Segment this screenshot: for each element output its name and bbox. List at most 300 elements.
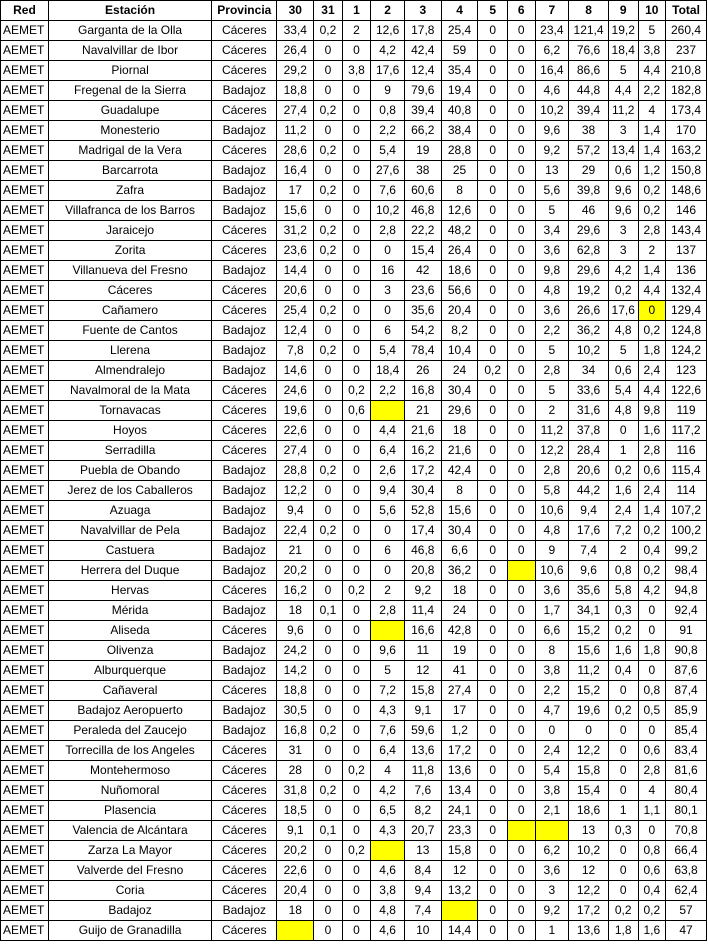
table-cell: Badajoz xyxy=(212,81,277,101)
table-cell: 136 xyxy=(666,261,707,281)
table-cell: 17,6 xyxy=(569,521,609,541)
table-cell: Guijo de Granadilla xyxy=(48,921,211,941)
table-cell: 11,2 xyxy=(608,101,638,121)
table-cell: 4,8 xyxy=(535,521,569,541)
table-cell xyxy=(371,401,405,421)
table-row xyxy=(1,301,707,321)
table-cell: 0,2 xyxy=(314,301,343,321)
table-cell: 12,2 xyxy=(569,881,609,901)
table-cell: Llerena xyxy=(48,341,211,361)
table-cell: 0 xyxy=(478,301,508,321)
table-cell: 0 xyxy=(638,721,666,741)
table-cell: 6,4 xyxy=(371,441,405,461)
table-cell: 0 xyxy=(342,881,371,901)
table-cell: 0 xyxy=(507,741,535,761)
table-cell: 0 xyxy=(314,61,343,81)
table-cell: 13,6 xyxy=(441,761,478,781)
table-cell: 0 xyxy=(507,381,535,401)
table-cell: 26,4 xyxy=(277,41,314,61)
table-cell: 11,8 xyxy=(404,761,441,781)
table-cell: 33,4 xyxy=(277,21,314,41)
table-cell: AEMET xyxy=(1,561,49,581)
table-cell: 0 xyxy=(342,281,371,301)
table-cell: 0 xyxy=(342,741,371,761)
table-cell: AEMET xyxy=(1,361,49,381)
column-header: 7 xyxy=(535,1,569,21)
table-row xyxy=(1,121,707,141)
table-cell: 9,8 xyxy=(535,261,569,281)
table-cell: 18 xyxy=(277,901,314,921)
table-cell: AEMET xyxy=(1,861,49,881)
table-cell: 13 xyxy=(404,841,441,861)
table-cell: 0 xyxy=(342,121,371,141)
table-cell: 122,6 xyxy=(666,381,707,401)
table-cell: Navalvillar de Pela xyxy=(48,521,211,541)
table-cell: 41 xyxy=(441,661,478,681)
table-cell: 0 xyxy=(314,641,343,661)
table-cell: 0,2 xyxy=(342,761,371,781)
table-cell: 2,4 xyxy=(638,361,666,381)
table-cell: Badajoz xyxy=(212,561,277,581)
table-cell: 0 xyxy=(478,701,508,721)
table-cell: 0,5 xyxy=(638,701,666,721)
table-cell: 0 xyxy=(371,241,405,261)
table-cell: 0,2 xyxy=(314,101,343,121)
table-cell: 15,6 xyxy=(441,501,478,521)
table-cell: 17,2 xyxy=(441,741,478,761)
table-cell: AEMET xyxy=(1,801,49,821)
table-cell: 0 xyxy=(342,521,371,541)
table-cell: 15,8 xyxy=(569,761,609,781)
table-cell: 9,6 xyxy=(569,561,609,581)
table-cell: 0 xyxy=(314,41,343,61)
table-cell: 35,6 xyxy=(569,581,609,601)
table-cell: 11,2 xyxy=(277,121,314,141)
table-cell: Badajoz xyxy=(212,721,277,741)
table-cell: 38 xyxy=(404,161,441,181)
table-cell: 0 xyxy=(507,641,535,661)
table-cell: 44,8 xyxy=(569,81,609,101)
table-cell: 0 xyxy=(314,581,343,601)
table-cell: Cáceres xyxy=(212,401,277,421)
table-cell: Badajoz xyxy=(212,521,277,541)
table-cell: 132,4 xyxy=(666,281,707,301)
table-cell: AEMET xyxy=(1,641,49,661)
table-cell: 8 xyxy=(441,181,478,201)
table-cell: 3 xyxy=(535,881,569,901)
table-cell: 11 xyxy=(404,641,441,661)
table-cell: 5 xyxy=(535,201,569,221)
table-cell: AEMET xyxy=(1,921,49,941)
table-cell: 4,4 xyxy=(638,61,666,81)
table-cell: 5 xyxy=(371,661,405,681)
table-cell: 0 xyxy=(314,361,343,381)
table-row xyxy=(1,581,707,601)
table-cell: 3,8 xyxy=(638,41,666,61)
table-cell: 0,2 xyxy=(478,361,508,381)
table-row xyxy=(1,181,707,201)
table-cell: 0 xyxy=(507,801,535,821)
table-cell: 0 xyxy=(507,81,535,101)
table-cell: Cáceres xyxy=(212,801,277,821)
table-cell: 115,4 xyxy=(666,461,707,481)
table-cell: 9,6 xyxy=(277,621,314,641)
table-cell: 16,2 xyxy=(404,441,441,461)
table-cell: AEMET xyxy=(1,821,49,841)
table-cell: 17 xyxy=(441,701,478,721)
table-cell: 0 xyxy=(371,521,405,541)
table-cell: 0 xyxy=(507,101,535,121)
table-cell: Cáceres xyxy=(212,761,277,781)
table-cell: 0 xyxy=(314,861,343,881)
table-cell: 11,2 xyxy=(535,421,569,441)
table-row xyxy=(1,61,707,81)
table-cell: 16,2 xyxy=(277,581,314,601)
table-cell: 1,2 xyxy=(638,161,666,181)
table-cell xyxy=(441,901,478,921)
table-cell: 27,4 xyxy=(277,441,314,461)
table-cell: 0 xyxy=(507,261,535,281)
table-cell: AEMET xyxy=(1,681,49,701)
header-row xyxy=(1,1,707,21)
table-cell: Cáceres xyxy=(212,841,277,861)
table-cell: 0 xyxy=(478,441,508,461)
table-cell: 0,2 xyxy=(638,321,666,341)
table-cell: 107,2 xyxy=(666,501,707,521)
table-cell: 30,4 xyxy=(441,521,478,541)
table-cell: 19,2 xyxy=(608,21,638,41)
table-cell: Badajoz xyxy=(212,501,277,521)
column-header: 5 xyxy=(478,1,508,21)
table-cell: 0 xyxy=(314,401,343,421)
table-cell: Piornal xyxy=(48,61,211,81)
table-cell: 30,5 xyxy=(277,701,314,721)
table-cell: 0 xyxy=(507,321,535,341)
table-cell: 0 xyxy=(507,881,535,901)
table-cell: 163,2 xyxy=(666,141,707,161)
table-cell: 3,6 xyxy=(535,241,569,261)
table-cell: 1,8 xyxy=(638,341,666,361)
table-cell: 0 xyxy=(342,501,371,521)
table-cell: 6 xyxy=(371,541,405,561)
table-cell: 19 xyxy=(441,641,478,661)
table-cell: 3,8 xyxy=(535,661,569,681)
table-cell: 30,4 xyxy=(404,481,441,501)
column-header: 3 xyxy=(404,1,441,21)
table-cell: 0 xyxy=(507,541,535,561)
table-cell: 18,5 xyxy=(277,801,314,821)
table-cell: Monesterio xyxy=(48,121,211,141)
table-cell: 0 xyxy=(314,541,343,561)
table-cell: 12,2 xyxy=(535,441,569,461)
table-cell: 0,2 xyxy=(314,141,343,161)
table-cell: 9,2 xyxy=(535,901,569,921)
table-cell: 12 xyxy=(441,861,478,881)
table-cell: AEMET xyxy=(1,741,49,761)
table-cell: 11,2 xyxy=(569,661,609,681)
table-cell: 4,3 xyxy=(371,821,405,841)
table-cell: 80,1 xyxy=(666,801,707,821)
table-cell: 0 xyxy=(342,721,371,741)
table-cell: 27,4 xyxy=(441,681,478,701)
table-cell: AEMET xyxy=(1,101,49,121)
table-cell: 24 xyxy=(441,361,478,381)
table-cell: 4,8 xyxy=(608,401,638,421)
table-cell: Zafra xyxy=(48,181,211,201)
table-cell: 31,2 xyxy=(277,221,314,241)
table-cell: AEMET xyxy=(1,121,49,141)
table-cell: 0 xyxy=(342,541,371,561)
table-cell: 13,4 xyxy=(608,141,638,161)
table-cell: AEMET xyxy=(1,301,49,321)
table-cell: 3,8 xyxy=(342,61,371,81)
table-cell: 0 xyxy=(478,121,508,141)
table-cell: 23,3 xyxy=(441,821,478,841)
table-row xyxy=(1,921,707,941)
table-cell: 85,4 xyxy=(666,721,707,741)
table-cell: 1,6 xyxy=(638,921,666,941)
table-cell: 7,4 xyxy=(404,901,441,921)
table-cell: 4,8 xyxy=(608,321,638,341)
table-row xyxy=(1,881,707,901)
table-cell: 39,8 xyxy=(569,181,609,201)
table-cell: 36,2 xyxy=(569,321,609,341)
table-cell: 0 xyxy=(342,481,371,501)
table-cell: 1,4 xyxy=(638,141,666,161)
column-header: Red xyxy=(1,1,49,21)
table-cell: 34 xyxy=(569,361,609,381)
table-cell: 0,2 xyxy=(314,721,343,741)
table-cell: 8 xyxy=(441,481,478,501)
table-cell: 4,2 xyxy=(608,261,638,281)
table-cell: 0 xyxy=(314,561,343,581)
table-cell: AEMET xyxy=(1,841,49,861)
table-cell: 0 xyxy=(478,721,508,741)
table-cell: 9,1 xyxy=(277,821,314,841)
table-cell: 0 xyxy=(478,81,508,101)
table-cell: 0 xyxy=(507,421,535,441)
table-row xyxy=(1,521,707,541)
table-cell: 18,4 xyxy=(371,361,405,381)
table-cell: 4 xyxy=(371,761,405,781)
table-cell: 3,4 xyxy=(535,221,569,241)
table-cell: 6,6 xyxy=(535,621,569,641)
column-header: 31 xyxy=(314,1,343,21)
table-cell: 0,1 xyxy=(314,821,343,841)
table-row xyxy=(1,741,707,761)
table-cell: 0,2 xyxy=(608,621,638,641)
table-cell: 0 xyxy=(507,201,535,221)
table-cell: Badajoz xyxy=(212,461,277,481)
table-cell: 24 xyxy=(441,601,478,621)
table-cell: Aliseda xyxy=(48,621,211,641)
table-row xyxy=(1,201,707,221)
table-cell: 20,2 xyxy=(277,841,314,861)
table-cell: Cáceres xyxy=(212,281,277,301)
table-cell: 0 xyxy=(507,241,535,261)
table-cell: 2,2 xyxy=(535,321,569,341)
table-cell: 4,6 xyxy=(371,861,405,881)
table-cell: Badajoz xyxy=(212,481,277,501)
table-row xyxy=(1,421,707,441)
table-row xyxy=(1,801,707,821)
column-header: 8 xyxy=(569,1,609,21)
table-cell: 0 xyxy=(342,261,371,281)
table-cell: 98,4 xyxy=(666,561,707,581)
table-cell: 0 xyxy=(342,321,371,341)
table-cell: 0 xyxy=(507,841,535,861)
table-cell: AEMET xyxy=(1,81,49,101)
table-row xyxy=(1,41,707,61)
table-cell: Coria xyxy=(48,881,211,901)
table-cell: Valverde del Fresno xyxy=(48,861,211,881)
table-cell: 4,7 xyxy=(535,701,569,721)
table-cell xyxy=(277,921,314,941)
table-cell: AEMET xyxy=(1,261,49,281)
table-cell: Torrecilla de los Angeles xyxy=(48,741,211,761)
table-cell: AEMET xyxy=(1,601,49,621)
table-cell: 10,2 xyxy=(569,341,609,361)
table-cell: 116 xyxy=(666,441,707,461)
table-cell: 0,8 xyxy=(638,841,666,861)
table-cell: 10,2 xyxy=(371,201,405,221)
table-cell: 0 xyxy=(507,61,535,81)
table-cell: 10,2 xyxy=(569,841,609,861)
table-cell: 0 xyxy=(478,581,508,601)
table-cell: 0,4 xyxy=(638,541,666,561)
table-cell: 35,4 xyxy=(441,61,478,81)
table-cell: 0 xyxy=(342,221,371,241)
table-cell: 0 xyxy=(314,481,343,501)
table-row xyxy=(1,861,707,881)
table-cell: 42,4 xyxy=(441,461,478,481)
table-cell: 15,4 xyxy=(404,241,441,261)
table-row xyxy=(1,621,707,641)
column-header: Total xyxy=(666,1,707,21)
table-cell: 0 xyxy=(342,421,371,441)
table-cell: Mérida xyxy=(48,601,211,621)
table-cell: Cáceres xyxy=(212,881,277,901)
table-cell: 0 xyxy=(638,621,666,641)
table-cell: 28,8 xyxy=(441,141,478,161)
table-cell: 0 xyxy=(507,661,535,681)
table-cell: 0 xyxy=(371,301,405,321)
table-cell: Badajoz xyxy=(212,641,277,661)
table-row xyxy=(1,221,707,241)
table-row xyxy=(1,321,707,341)
table-cell: 25 xyxy=(441,161,478,181)
table-cell: 0 xyxy=(507,121,535,141)
table-row xyxy=(1,681,707,701)
table-cell: Cáceres xyxy=(212,681,277,701)
table-cell: 5,6 xyxy=(535,181,569,201)
table-cell: 1,1 xyxy=(638,801,666,821)
table-cell: 0 xyxy=(478,221,508,241)
table-cell: Badajoz xyxy=(212,181,277,201)
table-cell: 46,8 xyxy=(404,201,441,221)
table-cell: AEMET xyxy=(1,461,49,481)
table-cell: AEMET xyxy=(1,321,49,341)
table-cell: 21 xyxy=(277,541,314,561)
table-cell: 8,2 xyxy=(404,801,441,821)
table-cell: 4,3 xyxy=(371,701,405,721)
table-cell: Cáceres xyxy=(212,381,277,401)
table-cell: 14,6 xyxy=(277,361,314,381)
table-cell: 0,8 xyxy=(608,561,638,581)
table-cell: 182,8 xyxy=(666,81,707,101)
table-cell: 13,6 xyxy=(404,741,441,761)
table-cell: 42,8 xyxy=(441,621,478,641)
table-cell: 86,6 xyxy=(569,61,609,81)
table-cell: 0,2 xyxy=(314,181,343,201)
table-cell: 5,8 xyxy=(608,581,638,601)
table-cell: AEMET xyxy=(1,421,49,441)
table-cell: 0 xyxy=(314,661,343,681)
table-cell: Badajoz xyxy=(212,541,277,561)
table-cell: AEMET xyxy=(1,221,49,241)
table-cell: 0 xyxy=(507,901,535,921)
table-cell: 119 xyxy=(666,401,707,421)
table-cell: AEMET xyxy=(1,761,49,781)
table-cell: 24,2 xyxy=(277,641,314,661)
table-cell: Badajoz xyxy=(212,601,277,621)
table-cell: 2 xyxy=(638,241,666,261)
table-cell: 0,8 xyxy=(371,101,405,121)
table-cell: 0 xyxy=(478,261,508,281)
table-cell: 0 xyxy=(314,441,343,461)
table-cell: Cáceres xyxy=(212,101,277,121)
table-cell: 29,6 xyxy=(569,261,609,281)
table-cell: 57,2 xyxy=(569,141,609,161)
table-cell: 20,6 xyxy=(569,461,609,481)
table-row xyxy=(1,161,707,181)
table-cell: 22,2 xyxy=(404,221,441,241)
table-cell: 0 xyxy=(342,141,371,161)
table-cell: 10,6 xyxy=(535,501,569,521)
table-cell: 29,6 xyxy=(441,401,478,421)
table-cell: Cáceres xyxy=(212,621,277,641)
table-cell: 0 xyxy=(314,621,343,641)
table-cell: 17 xyxy=(277,181,314,201)
table-cell: 0 xyxy=(478,641,508,661)
table-cell: 0 xyxy=(638,301,666,321)
table-cell: 24,1 xyxy=(441,801,478,821)
table-row xyxy=(1,641,707,661)
table-cell: 9,6 xyxy=(608,181,638,201)
table-cell: 87,4 xyxy=(666,681,707,701)
table-cell: 2,4 xyxy=(608,501,638,521)
table-cell: 6,4 xyxy=(371,741,405,761)
table-cell: 2,2 xyxy=(371,121,405,141)
table-cell: 16 xyxy=(371,261,405,281)
table-cell: 0 xyxy=(314,161,343,181)
table-cell: 4,4 xyxy=(371,421,405,441)
table-cell: 3 xyxy=(608,221,638,241)
table-cell: 1,4 xyxy=(638,121,666,141)
table-cell: 0 xyxy=(507,401,535,421)
table-cell: 0,2 xyxy=(314,521,343,541)
table-cell: Cáceres xyxy=(212,141,277,161)
table-cell: 90,8 xyxy=(666,641,707,661)
table-cell: 0 xyxy=(478,101,508,121)
table-cell: 9,4 xyxy=(404,881,441,901)
column-header: 2 xyxy=(371,1,405,21)
table-cell: 0 xyxy=(638,661,666,681)
table-cell: 13 xyxy=(569,821,609,841)
table-cell: 33,6 xyxy=(569,381,609,401)
table-cell: 237 xyxy=(666,41,707,61)
table-cell: 28,4 xyxy=(569,441,609,461)
